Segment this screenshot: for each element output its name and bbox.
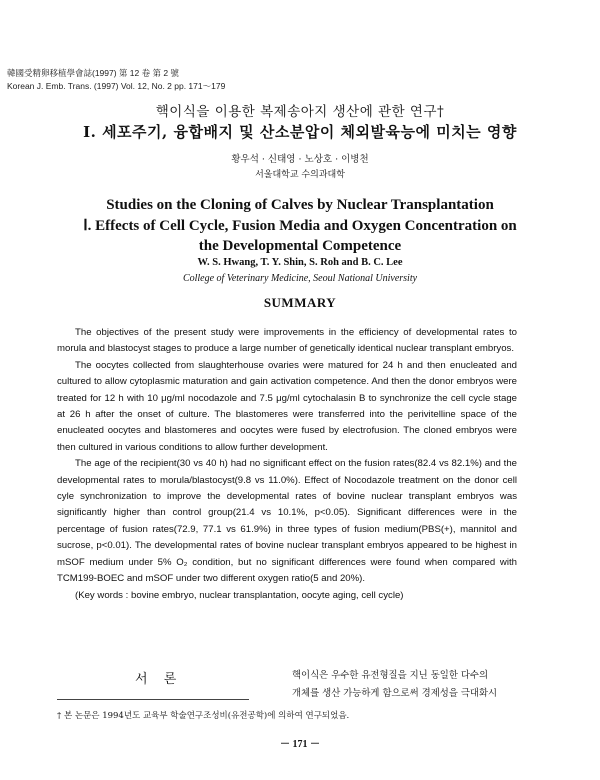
korean-title-main: 핵이식을 이용한 복제송아지 생산에 관한 연구† bbox=[155, 104, 445, 120]
summary-paragraph: The objectives of the present study were improvements in the efficiency of developmental rates to morula and blastocyst stages to produce a large number of genetically identical nuclear transplant embryos. bbox=[57, 327, 517, 355]
journal-citation-korean: 韓國受精卵移植學會誌(1997) 第 12 卷 第 2 號 bbox=[7, 68, 179, 78]
footnote-divider bbox=[57, 699, 249, 700]
introduction-line: 개체를 생산 가능하게 함으로써 경제성을 극대화시 bbox=[292, 688, 498, 699]
introduction-heading: 서 론 bbox=[135, 672, 183, 687]
summary-paragraph: The oocytes collected from slaughterhouse ovaries were matured for 24 h and then enucleated and cultured to allow cytoplasmic maturation and gain activation competence. And then the donor embryos were treated for 12 h with 10 μg/ml nocodazole and 7.5 μg/ml cytochalasin B to synchronize the cell cycle stage at 26 h after the onset of culture. The blastomeres were transferred into the perivitelline space of the enucleated oocytes and blastomeres and oocytes were fused by electrofusion. The cloned embryos were then cultured in various conditions to allow further development. bbox=[57, 359, 517, 453]
korean-affiliation: 서울대학교 수의과대학 bbox=[255, 170, 345, 180]
footnote: † 본 논문은 1994년도 교육부 학술연구조성비(유전공학)에 의하여 연구되었음. bbox=[57, 711, 350, 721]
journal-citation-english: Korean J. Emb. Trans. (1997) Vol. 12, No. 2 pp. 171～179 bbox=[7, 81, 226, 91]
english-affiliation: College of Veterinary Medicine, Seoul National University bbox=[182, 273, 418, 284]
english-title-line: Ⅰ. Effects of Cell Cycle, Fusion Media and Oxygen Concentration on bbox=[83, 217, 517, 234]
english-authors: W. S. Hwang, T. Y. Shin, S. Roh and B. C. Lee bbox=[197, 257, 403, 268]
journal-header bbox=[7, 67, 225, 93]
korean-authors: 황우석 · 신태영 · 노상호 · 이병천 bbox=[231, 154, 369, 165]
english-title-line: Studies on the Cloning of Calves by Nuclear Transplantation bbox=[106, 197, 494, 213]
summary-heading: SUMMARY bbox=[263, 295, 337, 310]
introduction-line: 핵이식은 우수한 유전형질을 지닌 동일한 다수의 bbox=[292, 670, 489, 681]
english-title bbox=[0, 195, 600, 257]
keywords: (Key words : bovine embryo, nuclear transplantation, oocyte aging, cell cycle) bbox=[75, 589, 404, 601]
summary-body bbox=[57, 325, 517, 604]
korean-title-sub: Ⅰ. 세포주기, 융합배지 및 산소분압이 체외발육능에 미치는 영향 bbox=[83, 123, 517, 141]
introduction-text bbox=[292, 667, 532, 703]
summary-paragraph: The age of the recipient(30 vs 40 h) had no significant effect on the fusion rates(82.4 vs 82.1%) and the developmental rates to morula/blastocyst(9.8 vs 11.0%). Effect of Nocodazole treatment on the donor cell cyle synchronization to improve the developmental rates of bovine nuclear transplant embryos was significantly higher than control group(21.4 vs 10.1%, p<0.05). Significant differences were in the percentage of fusion rates(72.9, 77.1 vs 61.9%) in three types of fusion medium(PBS(+), mannitol and sucrose, p<0.01). The developmental rates of bovine nuclear transplant embryos appeared to be highest in mSOF medium under 5% O₂ condition, but no significant differences were found when compared with TCM199-BOEC and mSOF under two different oxygen ratio(5 and 20%). bbox=[57, 458, 517, 585]
page-number: － 171 － bbox=[280, 739, 320, 750]
english-title-line: the Developmental Competence bbox=[198, 238, 402, 254]
